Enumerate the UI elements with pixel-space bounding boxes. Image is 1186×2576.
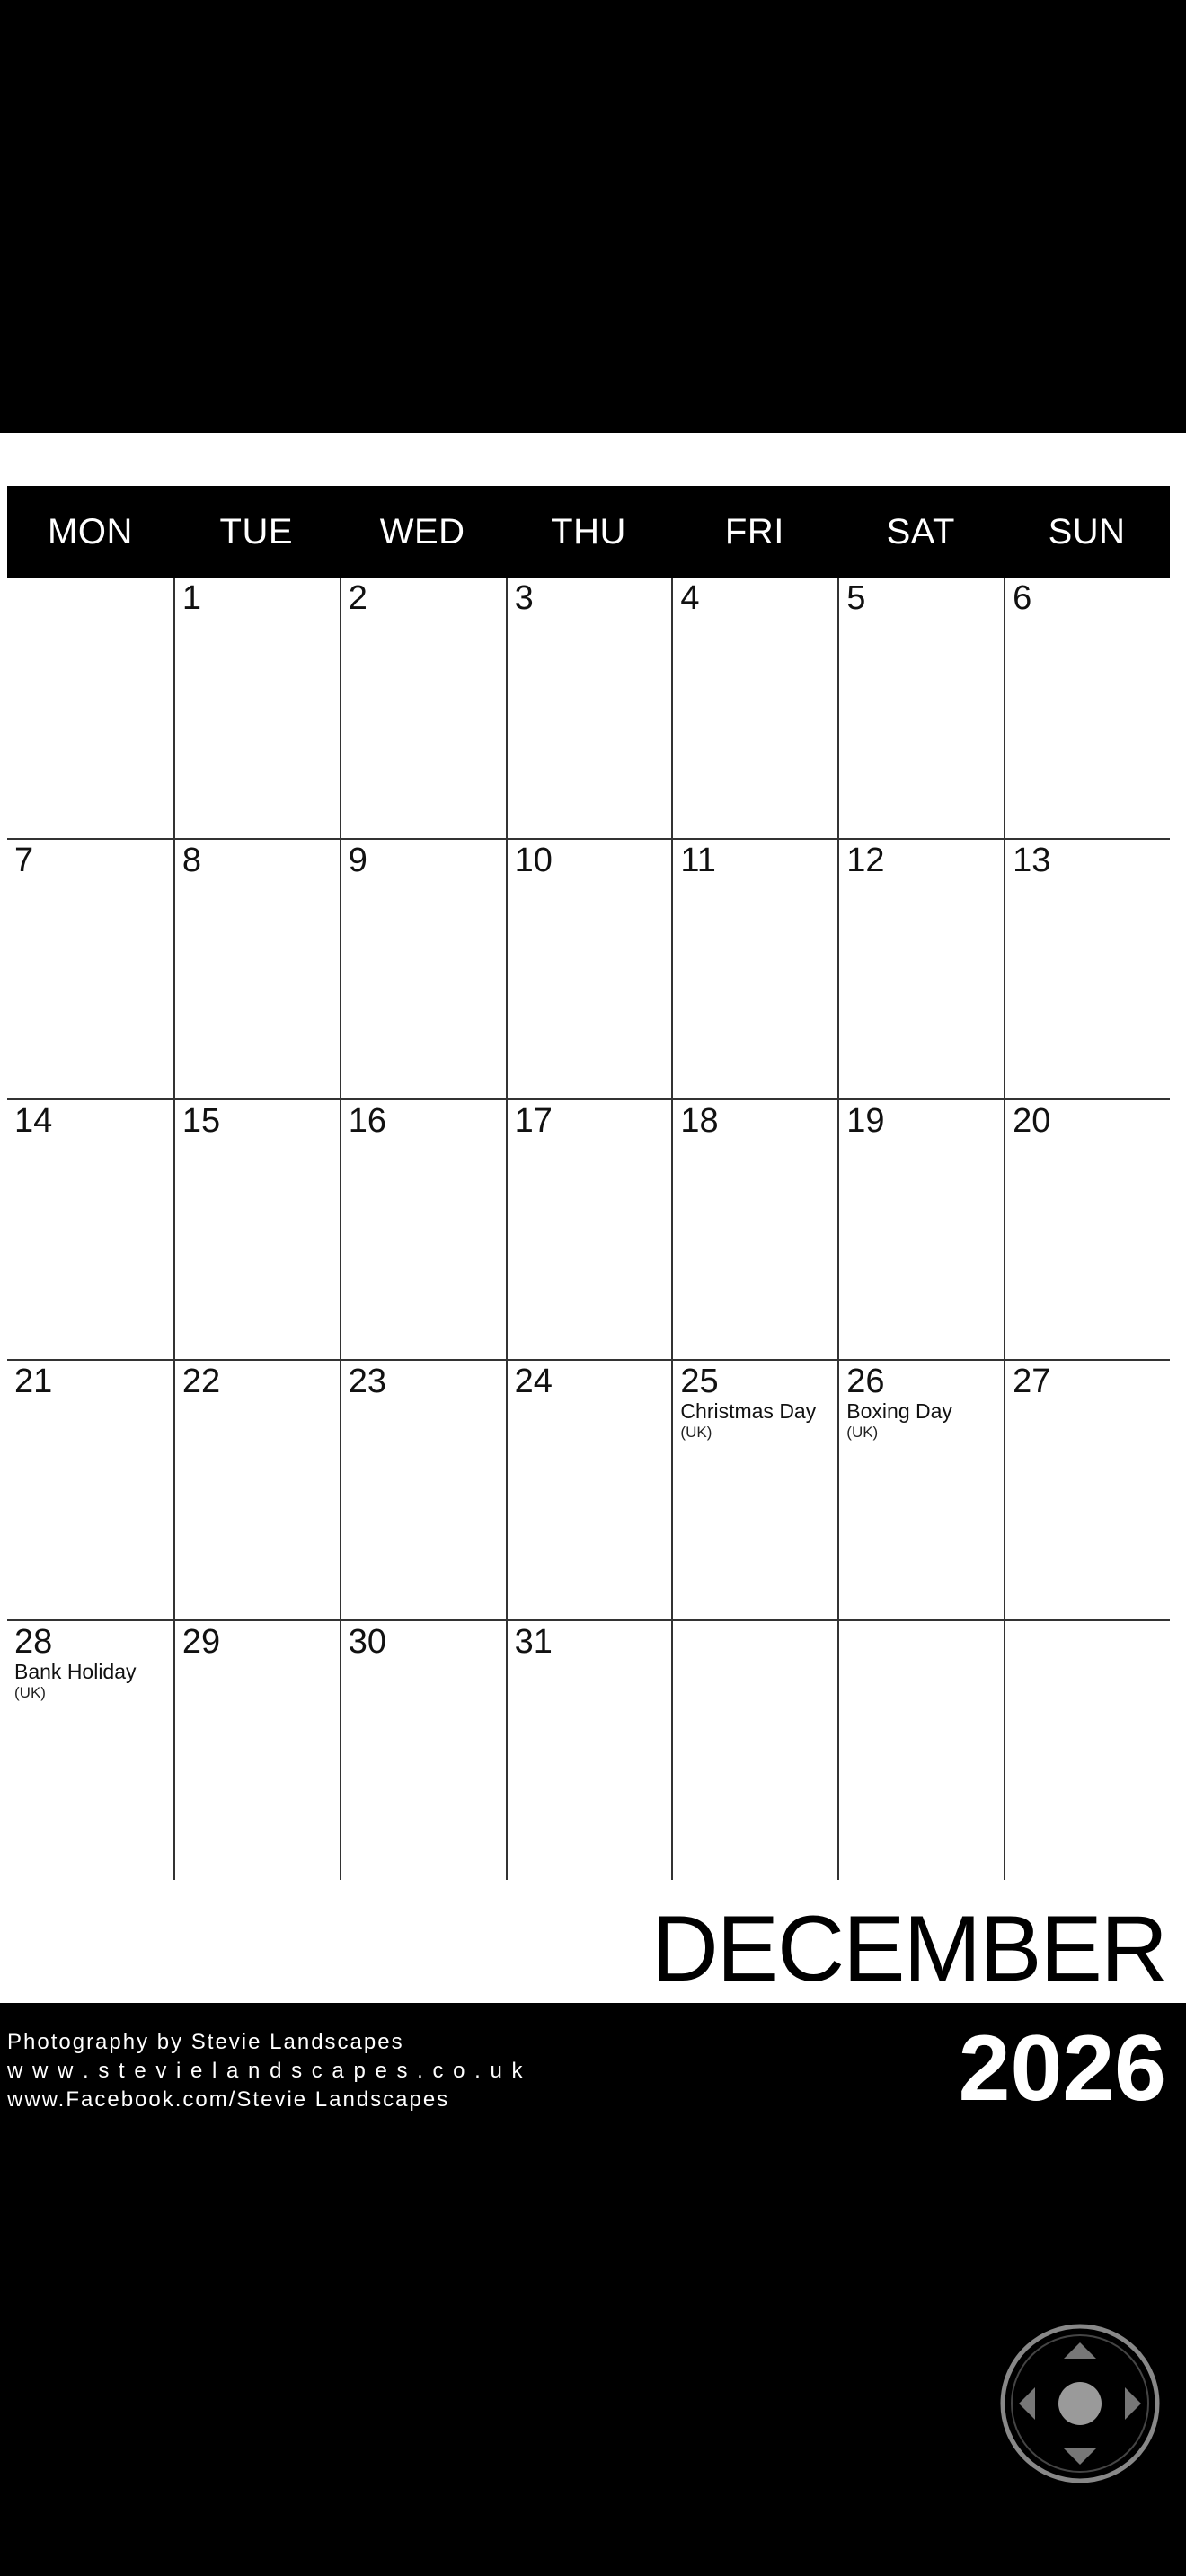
day-cell[interactable] bbox=[7, 1619, 173, 1880]
holiday-region: (UK) bbox=[14, 1684, 46, 1701]
day-cell[interactable] bbox=[7, 1098, 173, 1359]
day-cell[interactable] bbox=[340, 1098, 506, 1359]
day-cell[interactable] bbox=[837, 578, 1004, 838]
weekday-mon: MON bbox=[48, 512, 133, 551]
day-cell[interactable] bbox=[173, 1619, 340, 1880]
calendar-page bbox=[0, 433, 1186, 2003]
day-cell[interactable] bbox=[837, 1098, 1004, 1359]
day-number: 4 bbox=[680, 579, 700, 617]
day-number: 20 bbox=[1013, 1102, 1051, 1140]
holiday-label: Bank Holiday bbox=[14, 1660, 137, 1683]
day-cell[interactable] bbox=[173, 1098, 340, 1359]
day-cell[interactable] bbox=[506, 1619, 672, 1880]
day-cell[interactable] bbox=[1004, 838, 1170, 1098]
day-number: 31 bbox=[514, 1623, 553, 1661]
holiday-region: (UK) bbox=[846, 1424, 879, 1441]
calendar-week-row bbox=[7, 1619, 1170, 1880]
day-number: 28 bbox=[14, 1623, 53, 1661]
weekday-wed: WED bbox=[379, 512, 465, 551]
holiday-region: (UK) bbox=[680, 1424, 712, 1441]
day-number: 3 bbox=[514, 579, 534, 617]
day-cell[interactable] bbox=[837, 1359, 1004, 1619]
day-cell[interactable] bbox=[340, 838, 506, 1098]
day-cell[interactable] bbox=[671, 838, 837, 1098]
weekday-tue: TUE bbox=[219, 512, 294, 551]
photo-area bbox=[0, 0, 1186, 433]
day-number: 2 bbox=[348, 579, 367, 617]
day-number: 30 bbox=[348, 1623, 386, 1661]
day-cell[interactable] bbox=[340, 578, 506, 838]
day-cell bbox=[671, 1619, 837, 1880]
calendar-week-row bbox=[7, 578, 1170, 838]
day-number: 21 bbox=[14, 1363, 53, 1400]
day-number: 24 bbox=[514, 1363, 553, 1400]
day-number: 14 bbox=[14, 1102, 53, 1140]
day-cell[interactable] bbox=[340, 1619, 506, 1880]
weekday-sun: SUN bbox=[1048, 512, 1126, 551]
day-cell bbox=[1004, 1619, 1170, 1880]
day-cell[interactable] bbox=[506, 578, 672, 838]
day-cell[interactable] bbox=[1004, 1098, 1170, 1359]
day-cell[interactable] bbox=[7, 1359, 173, 1619]
day-number: 27 bbox=[1013, 1363, 1051, 1400]
day-number: 22 bbox=[181, 1363, 221, 1400]
calendar-week-row bbox=[7, 1359, 1170, 1619]
day-cell bbox=[7, 578, 173, 838]
dpad-center-icon[interactable] bbox=[1058, 2382, 1102, 2425]
day-cell[interactable] bbox=[340, 1359, 506, 1619]
day-number: 11 bbox=[680, 842, 716, 879]
day-cell[interactable] bbox=[671, 578, 837, 838]
day-number: 16 bbox=[348, 1102, 386, 1140]
dpad-control[interactable] bbox=[999, 2323, 1161, 2484]
day-number: 5 bbox=[846, 579, 866, 617]
calendar-week-row bbox=[7, 1098, 1170, 1359]
day-number: 9 bbox=[348, 842, 367, 879]
holiday-label: Christmas Day bbox=[680, 1399, 817, 1423]
day-number: 17 bbox=[514, 1102, 553, 1140]
credit-photographer: Photography by Stevie Landscapes bbox=[7, 2030, 404, 2054]
day-cell[interactable] bbox=[173, 1359, 340, 1619]
year-title: 2026 bbox=[958, 2016, 1166, 2121]
calendar-week-row bbox=[7, 838, 1170, 1098]
day-number: 10 bbox=[514, 842, 553, 879]
day-cell bbox=[837, 1619, 1004, 1880]
day-number: 7 bbox=[14, 842, 34, 879]
weekday-sat: SAT bbox=[886, 512, 955, 551]
weekday-thu: THU bbox=[551, 512, 626, 551]
day-number: 12 bbox=[846, 842, 885, 879]
footer bbox=[0, 2003, 1186, 2576]
day-number: 15 bbox=[181, 1102, 221, 1140]
day-number: 25 bbox=[680, 1363, 719, 1400]
weekday-header bbox=[7, 486, 1170, 578]
credit-website: w w w . s t e v i e l a n d s c a p e s . c o . u k bbox=[7, 2059, 525, 2083]
day-number: 13 bbox=[1013, 842, 1051, 879]
day-cell[interactable] bbox=[173, 838, 340, 1098]
dpad-icon bbox=[999, 2323, 1161, 2484]
day-number: 1 bbox=[181, 579, 201, 617]
day-cell[interactable] bbox=[1004, 578, 1170, 838]
day-number: 6 bbox=[1013, 579, 1032, 617]
holiday-label: Boxing Day bbox=[846, 1399, 952, 1423]
day-cell[interactable] bbox=[506, 838, 672, 1098]
day-number: 18 bbox=[680, 1102, 719, 1140]
day-number: 29 bbox=[181, 1623, 221, 1661]
day-number: 23 bbox=[348, 1363, 386, 1400]
day-cell[interactable] bbox=[506, 1098, 672, 1359]
day-cell[interactable] bbox=[506, 1359, 672, 1619]
day-number: 26 bbox=[846, 1363, 885, 1400]
day-cell[interactable] bbox=[1004, 1359, 1170, 1619]
month-title: DECEMBER bbox=[651, 1897, 1166, 2001]
day-cell[interactable] bbox=[7, 838, 173, 1098]
day-cell[interactable] bbox=[837, 838, 1004, 1098]
credit-facebook: www.Facebook.com/Stevie Landscapes bbox=[7, 2087, 450, 2112]
day-number: 8 bbox=[181, 842, 201, 879]
day-cell[interactable] bbox=[173, 578, 340, 838]
day-number: 19 bbox=[846, 1102, 885, 1140]
calendar-grid bbox=[7, 578, 1170, 1878]
day-cell[interactable] bbox=[671, 1359, 837, 1619]
day-cell[interactable] bbox=[671, 1098, 837, 1359]
weekday-fri: FRI bbox=[724, 512, 784, 551]
